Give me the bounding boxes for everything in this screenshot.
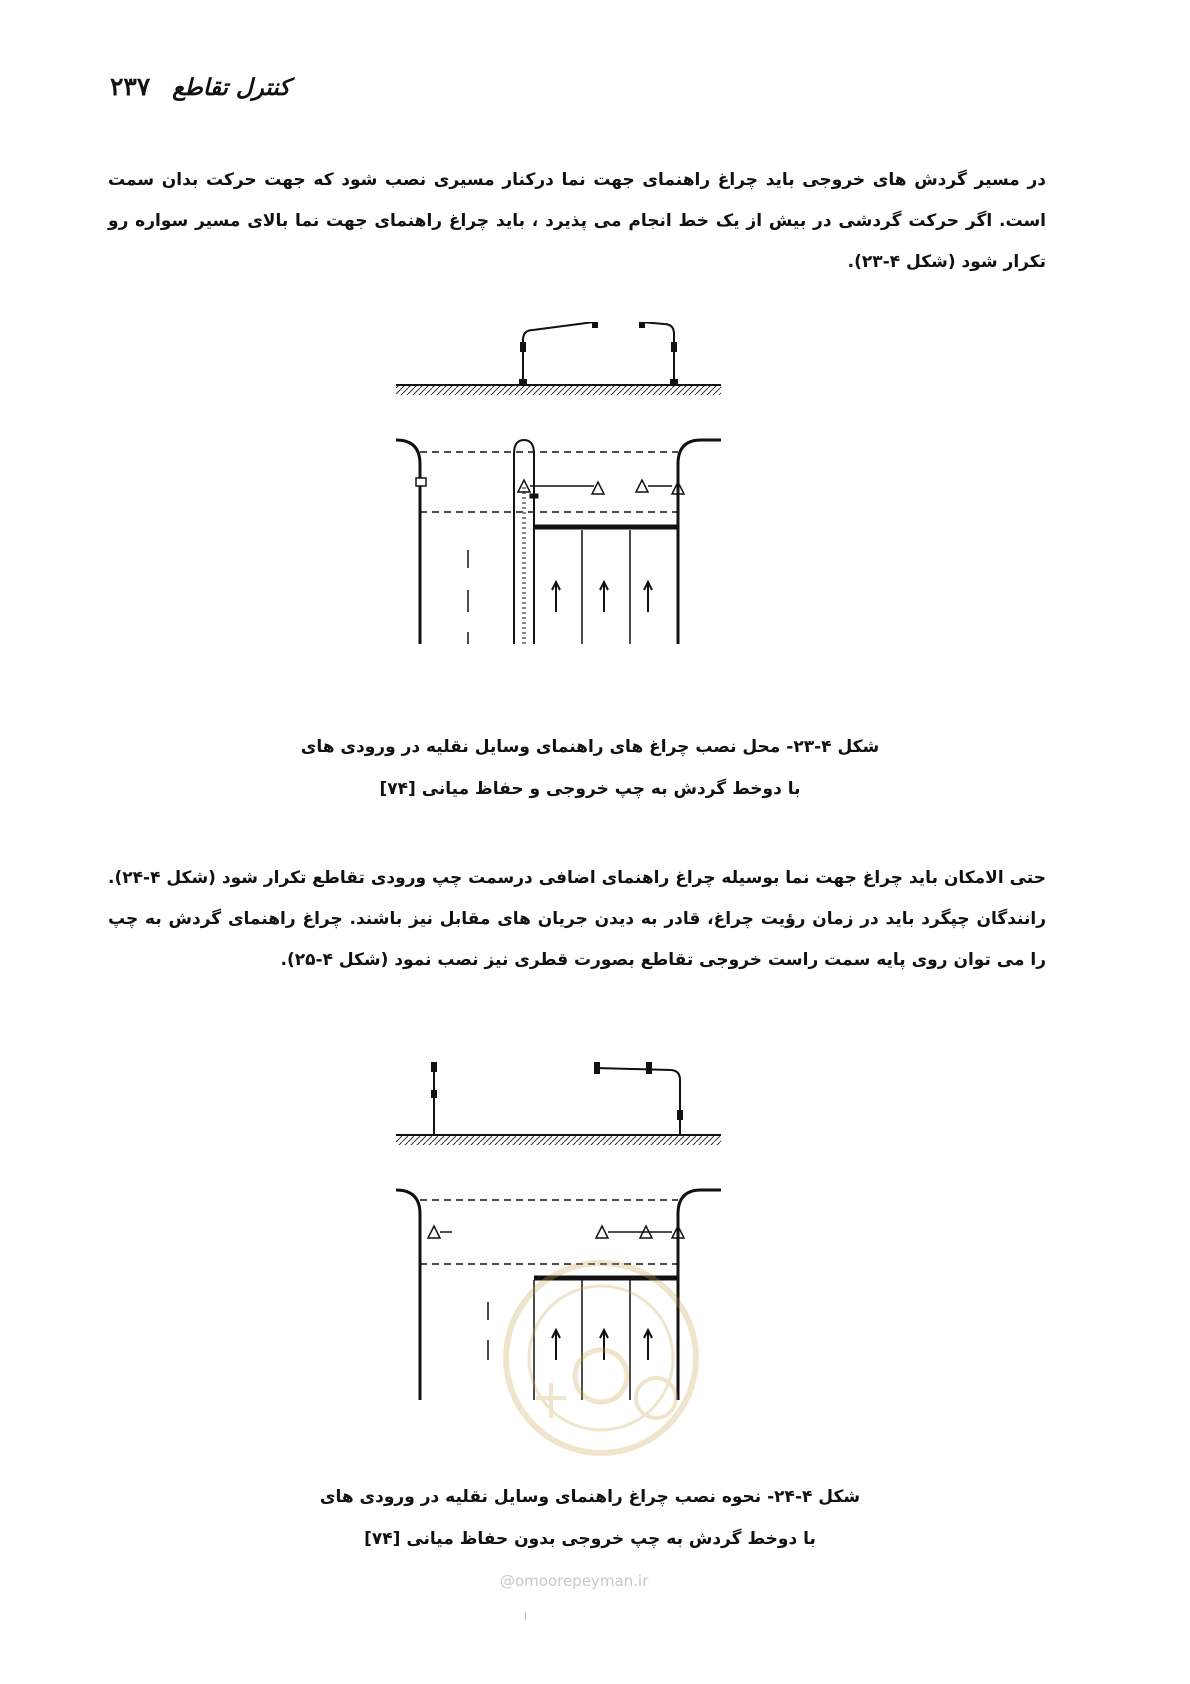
running-title: کنترل تقاطع bbox=[172, 74, 291, 101]
caption-line-2: با دوخط گردش به چپ خروجی و حفاظ میانی [۷۴] bbox=[379, 779, 801, 799]
footer-mark bbox=[525, 1612, 526, 1620]
watermark-stamp bbox=[496, 1248, 706, 1498]
caption-line-2: با دوخط گردش به چپ خروجی بدون حفاظ میانی [۷۴] bbox=[364, 1529, 816, 1549]
page-header bbox=[110, 72, 290, 101]
watermark-url: @omoorepeyman.ir bbox=[500, 1572, 649, 1590]
caption-line-1: شکل ۴-۲۴- نحوه نصب چراغ راهنمای وسایل نقلیه در ورودی های bbox=[319, 1487, 861, 1507]
figure-4-23 bbox=[396, 322, 776, 712]
plan-view bbox=[396, 440, 721, 644]
caption-line-1: شکل ۴-۲۳- محل نصب چراغ های راهنمای وسایل نقلیه در ورودی های bbox=[300, 737, 880, 757]
figure-4-23-caption bbox=[280, 726, 900, 810]
figure-4-24-caption bbox=[280, 1476, 900, 1560]
elevation-view bbox=[396, 322, 721, 395]
elevation-view bbox=[396, 1062, 721, 1145]
page-number: ۲۳۷ bbox=[110, 72, 151, 101]
paragraph-1: در مسیر گردش های خروجی باید چراغ راهنمای جهت نما درکنار مسیری نصب شود که جهت حرکت بدان سمت است. اگر حرکت گردشی در بیش از یک خط انجام می پذیرد ، باید چراغ راهنمای جهت نما بالای مسیر سواره رو تکرار شود (شکل ۴-۲۳). bbox=[108, 170, 1046, 272]
paragraph-2: حتی الامکان باید چراغ جهت نما بوسیله چراغ راهنمای اضافی درسمت چپ ورودی تقاطع تکرار شود (شکل ۴-۲۴). رانندگان چپگرد باید در زمان رؤیت چراغ، قادر به دیدن جریان های مقابل نیز باشند. چراغ راهنمای گردش به چپ را می توان روی پایه سمت راست خروجی تقاطع بصورت قطری نیز نصب نمود (شکل ۴-۲۵). bbox=[108, 868, 1046, 970]
